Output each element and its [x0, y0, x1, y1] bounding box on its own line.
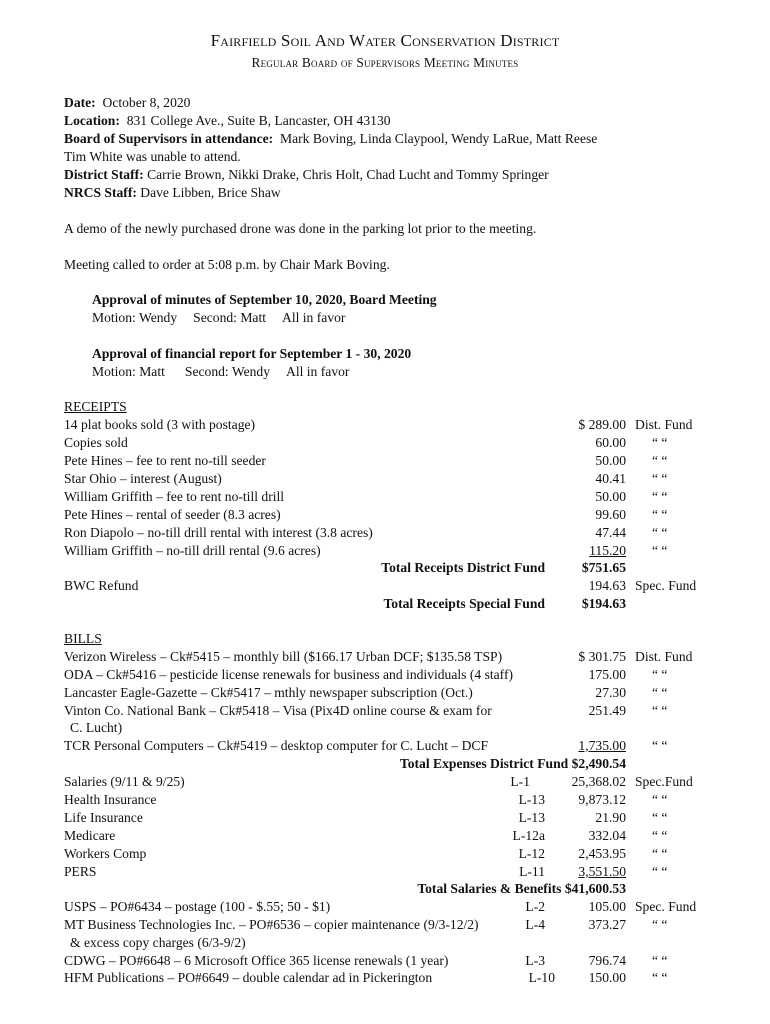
po-amount: 105.00 — [588, 899, 626, 914]
bwc-refund-amount: 194.63 — [588, 578, 626, 593]
receipt-amount: 40.41 — [595, 471, 626, 486]
salary-amount: 332.04 — [588, 828, 626, 843]
meeting-date: Date: October 8, 2020 — [64, 95, 191, 110]
po-desc: CDWG – PO#6648 – 6 Microsoft Office 365 license renewals (1 year) — [64, 953, 449, 968]
bill-desc: Vinton Co. National Bank – Ck#5418 – Visa (Pix4D online course & exam for — [64, 703, 492, 718]
bwc-refund-desc: BWC Refund — [64, 578, 139, 593]
bill-amount: $ 301.75 — [578, 649, 626, 664]
po-desc: MT Business Technologies Inc. – PO#6536 – copier maintenance (9/3-12/2) — [64, 917, 479, 932]
salary-code: L-13 — [518, 810, 545, 825]
bill-fund: “ “ — [652, 667, 668, 682]
total-expenses-district: Total Expenses District Fund $2,490.54 — [399, 756, 626, 771]
bill-fund: “ “ — [652, 703, 668, 718]
total-receipts-district: $751.65 — [581, 560, 626, 575]
receipt-desc: Pete Hines – rental of seeder (8.3 acres) — [64, 507, 281, 522]
salary-amount: 2,453.95 — [578, 846, 626, 861]
bill-amount: 1,735.00 — [578, 738, 626, 753]
po-amount: 796.74 — [588, 953, 626, 968]
receipt-fund: “ “ — [652, 471, 668, 486]
receipts-heading: RECEIPTS — [64, 399, 127, 414]
document-subtitle: Regular Board of Supervisors Meeting Minutes — [251, 55, 519, 70]
bill-amount: 27.30 — [595, 685, 626, 700]
salary-code: L-12a — [512, 828, 545, 843]
po-code: L-10 — [528, 970, 555, 985]
salary-fund: Spec.Fund — [635, 774, 693, 789]
receipt-desc: 14 plat books sold (3 with postage) — [64, 417, 256, 432]
district-staff: District Staff: Carrie Brown, Nikki Drake, Chris Holt, Chad Lucht and Tommy Springer — [64, 167, 549, 182]
po-fund: “ “ — [652, 917, 668, 932]
po-amount: 373.27 — [588, 917, 626, 932]
document-title: Fairfield Soil And Water Conservation District — [210, 31, 560, 50]
receipt-desc: Ron Diapolo – no-till drill rental with interest (3.8 acres) — [64, 525, 373, 540]
meeting-location: Location: 831 College Ave., Suite B, Lancaster, OH 43130 — [64, 113, 391, 128]
absent-note: Tim White was unable to attend. — [64, 149, 241, 164]
salary-code: L-13 — [518, 792, 545, 807]
salary-fund: “ “ — [652, 864, 668, 879]
total-receipts-special: $194.63 — [581, 596, 626, 611]
total-receipts-district-label: Total Receipts District Fund — [381, 560, 545, 575]
bill-desc: TCR Personal Computers – Ck#5419 – desktop computer for C. Lucht – DCF — [64, 738, 489, 753]
receipt-fund: “ “ — [652, 543, 668, 558]
salary-desc: Health Insurance — [64, 792, 157, 807]
bill-desc: Verizon Wireless – Ck#5415 – monthly bill ($166.17 Urban DCF; $135.58 TSP) — [64, 649, 503, 664]
call-to-order: Meeting called to order at 5:08 p.m. by Chair Mark Boving. — [64, 257, 390, 272]
receipt-fund: “ “ — [652, 435, 668, 450]
receipt-amount: 50.00 — [595, 453, 626, 468]
total-salaries-benefits: Total Salaries & Benefits $41,600.53 — [417, 881, 626, 896]
salary-amount: 21.90 — [595, 810, 626, 825]
bill-fund: “ “ — [652, 685, 668, 700]
salary-fund: “ “ — [652, 828, 668, 843]
total-receipts-special-label: Total Receipts Special Fund — [383, 596, 545, 611]
salary-fund: “ “ — [652, 846, 668, 861]
receipt-desc: Star Ohio – interest (August) — [64, 471, 222, 486]
po-amount: 150.00 — [588, 970, 626, 985]
po-code: L-4 — [525, 917, 545, 932]
salary-desc: Medicare — [64, 828, 116, 843]
bwc-refund-fund: Spec. Fund — [635, 578, 697, 593]
receipt-fund: Dist. Fund — [635, 417, 693, 432]
salary-desc: PERS — [64, 864, 97, 879]
salary-desc: Life Insurance — [64, 810, 143, 825]
salary-code: L-12 — [518, 846, 545, 861]
bill-amount: 251.49 — [588, 703, 626, 718]
receipt-amount: 60.00 — [595, 435, 626, 450]
receipt-fund: “ “ — [652, 453, 668, 468]
salary-desc: Workers Comp — [64, 846, 147, 861]
salary-code: L-1 — [510, 774, 530, 789]
po-desc: HFM Publications – PO#6649 – double calendar ad in Pickerington — [64, 970, 433, 985]
nrcs-staff: NRCS Staff: Dave Libben, Brice Shaw — [64, 185, 281, 200]
po-fund: Spec. Fund — [635, 899, 697, 914]
po-code: L-2 — [525, 899, 545, 914]
motion-line: Motion: Wendy Second: Matt All in favor — [92, 310, 346, 325]
salary-amount: 3,551.50 — [578, 864, 626, 879]
bill-desc: Lancaster Eagle-Gazette – Ck#5417 – mthly newspaper subscription (Oct.) — [64, 685, 473, 700]
bill-desc-continued: C. Lucht) — [70, 720, 123, 735]
po-fund: “ “ — [652, 970, 668, 985]
receipt-amount: $ 289.00 — [578, 417, 626, 432]
po-desc: USPS – PO#6434 – postage (100 - $.55; 50 - $1) — [64, 899, 331, 914]
salary-amount: 25,368.02 — [571, 774, 626, 789]
salary-desc: Salaries (9/11 & 9/25) — [64, 774, 185, 789]
receipt-desc: Copies sold — [64, 435, 128, 450]
receipt-desc: Pete Hines – fee to rent no-till seeder — [64, 453, 266, 468]
receipt-desc: William Griffith – no-till drill rental (9.6 acres) — [64, 543, 321, 558]
bills-heading: BILLS — [64, 631, 102, 646]
po-desc-continued: & excess copy charges (6/3-9/2) — [70, 935, 246, 950]
receipt-fund: “ “ — [652, 507, 668, 522]
bill-fund: “ “ — [652, 738, 668, 753]
receipt-amount: 47.44 — [595, 525, 626, 540]
receipt-amount: 99.60 — [595, 507, 626, 522]
receipt-amount: 50.00 — [595, 489, 626, 504]
salary-fund: “ “ — [652, 792, 668, 807]
po-code: L-3 — [525, 953, 545, 968]
motion-line: Motion: Matt Second: Wendy All in favor — [92, 364, 350, 379]
receipt-desc: William Griffith – fee to rent no-till drill — [64, 489, 285, 504]
salary-fund: “ “ — [652, 810, 668, 825]
receipt-fund: “ “ — [652, 489, 668, 504]
bill-desc: ODA – Ck#5416 – pesticide license renewals for business and individuals (4 staff) — [64, 667, 514, 682]
bill-amount: 175.00 — [588, 667, 626, 682]
po-fund: “ “ — [652, 953, 668, 968]
salary-amount: 9,873.12 — [578, 792, 626, 807]
receipt-amount: 115.20 — [589, 543, 626, 558]
salary-code: L-11 — [519, 864, 545, 879]
receipt-fund: “ “ — [652, 525, 668, 540]
motion-heading: Approval of minutes of September 10, 2020, Board Meeting — [92, 292, 437, 307]
bill-fund: Dist. Fund — [635, 649, 693, 664]
board-attendance: Board of Supervisors in attendance: Mark Boving, Linda Claypool, Wendy LaRue, Matt Reese — [64, 131, 598, 146]
motion-heading: Approval of financial report for September 1 - 30, 2020 — [92, 346, 412, 361]
demo-note: A demo of the newly purchased drone was done in the parking lot prior to the meeting. — [64, 221, 537, 236]
